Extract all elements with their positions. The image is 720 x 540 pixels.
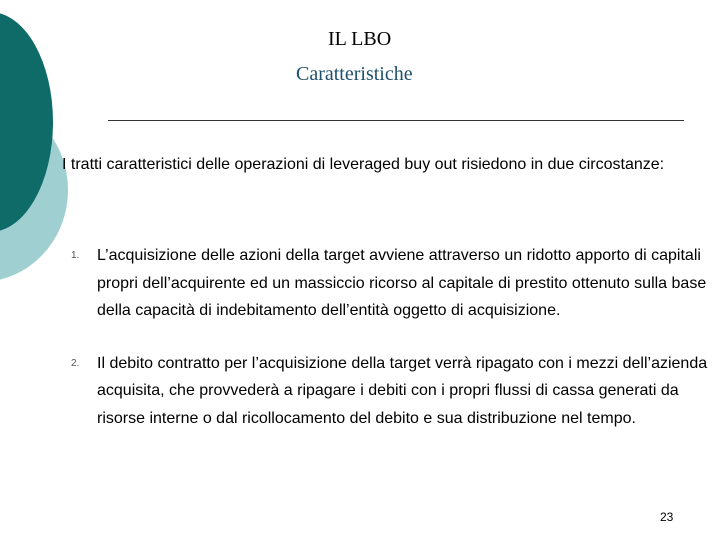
list-item-text: Il debito contratto per l’acquisizione della target verrà ripagato con i mezzi dell’azienda acquisita, che provvederà a ripagare i debiti con i propri flussi di cassa generati da risorse interne o dal ricollocamento del debito e sua distribuzione nel tempo. bbox=[97, 354, 708, 427]
list-item bbox=[68, 350, 708, 433]
list-number: 2. bbox=[71, 357, 80, 369]
title-divider bbox=[108, 120, 684, 121]
page-number: 23 bbox=[660, 510, 674, 524]
list-item-text: L’acquisizione delle azioni della target avviene attraverso un ridotto apporto di capitali propri dell’acquirente ed un massiccio ricorso al capitale di prestito ottenuto sulla base della capacità di indebitamento dell’entità oggetto di acquisizione. bbox=[97, 247, 707, 319]
slide-title: IL LBO bbox=[328, 28, 392, 50]
list-number: 1. bbox=[71, 250, 80, 261]
list-item bbox=[68, 242, 708, 325]
numbered-list bbox=[68, 242, 708, 432]
slide-subtitle: Caratteristiche bbox=[296, 63, 413, 85]
intro-text: I tratti caratteristici delle operazioni di leveraged buy out risiedono in due circostanze: bbox=[62, 156, 665, 173]
